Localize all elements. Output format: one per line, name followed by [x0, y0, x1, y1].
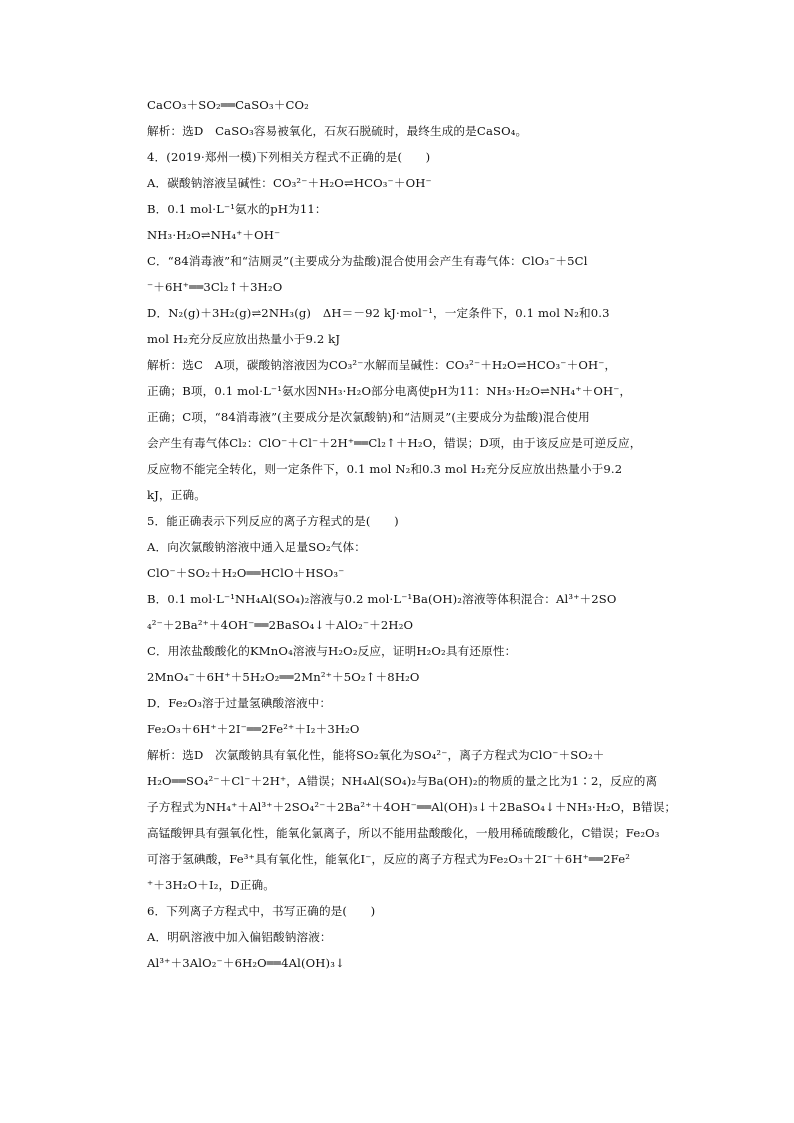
question-5-analysis: 解析：选D 次氯酸钠具有氧化性，能将SO₂氧化为SO₄²⁻，离子方程式为ClO⁻＋SO₂＋: [147, 748, 605, 762]
question-5-analysis: 高锰酸钾具有强氧化性，能氧化氯离子，所以不能用盐酸酸化，一般用稀硫酸酸化，C错误；Fe₂O₃: [147, 826, 660, 840]
question-5-option-c: C．用浓盐酸酸化的KMnO₄溶液与H₂O₂反应，证明H₂O₂具有还原性：: [147, 644, 517, 658]
question-5-analysis: 子方程式为NH₄⁺＋Al³⁺＋2SO₄²⁻＋2Ba²⁺＋4OH⁻══Al(OH)₃↓＋2BaSO₄↓＋NH₃·H₂O，B错误；: [147, 800, 677, 814]
question-6-stem: 6．下列离子方程式中，书写正确的是( ): [147, 904, 376, 918]
question-5-option-a: A．向次氯酸钠溶液中通入足量SO₂气体：: [147, 540, 366, 554]
question-5-option-b-cont: ₄²⁻＋2Ba²⁺＋4OH⁻══2BaSO₄↓＋AlO₂⁻＋2H₂O: [147, 618, 414, 632]
question-5-analysis: ⁺＋3H₂O＋I₂，D正确。: [147, 878, 275, 892]
question-5-option-d-equation: Fe₂O₃＋6H⁺＋2I⁻══2Fe²⁺＋I₂＋3H₂O: [147, 722, 360, 736]
question-6-option-a-equation: Al³⁺＋3AlO₂⁻＋6H₂O══4Al(OH)₃↓: [147, 956, 345, 970]
question-5-option-b: B．0.1 mol·L⁻¹NH₄Al(SO₄)₂溶液与0.2 mol·L⁻¹Ba(OH)₂溶液等体积混合：Al³⁺＋2SO: [147, 592, 617, 606]
question-4-option-d-cont: mol H₂充分反应放出热量小于9.2 kJ: [147, 332, 341, 346]
question-5-stem: 5．能正确表示下列反应的离子方程式的是( ): [147, 514, 399, 528]
answer-analysis-line: 解析：选D CaSO₃容易被氧化，石灰石脱硫时，最终生成的是CaSO₄。: [147, 124, 528, 138]
question-4-option-b: B．0.1 mol·L⁻¹氨水的pH为11：: [147, 202, 327, 216]
question-4-analysis: 会产生有毒气体Cl₂：ClO⁻＋Cl⁻＋2H⁺══Cl₂↑＋H₂O，错误；D项，由于该反应是可逆反应，: [147, 436, 642, 450]
question-5-analysis: 可溶于氢碘酸，Fe³⁺具有氧化性，能氧化I⁻，反应的离子方程式为Fe₂O₃＋2I⁻＋6H⁺══2Fe²: [147, 852, 631, 866]
document-body: [147, 92, 677, 976]
question-5-analysis: H₂O══SO₄²⁻＋Cl⁻＋2H⁺，A错误；NH₄Al(SO₄)₂与Ba(OH)₂的物质的量之比为1∶2，反应的离: [147, 774, 658, 788]
question-4-option-b-equation: NH₃·H₂O⇌NH₄⁺＋OH⁻: [147, 228, 281, 242]
question-5-option-c-equation: 2MnO₄⁻＋6H⁺＋5H₂O₂══2Mn²⁺＋5O₂↑＋8H₂O: [147, 670, 420, 684]
question-4-option-a: A．碳酸钠溶液呈碱性：CO₃²⁻＋H₂O⇌HCO₃⁻＋OH⁻: [147, 176, 432, 190]
question-4-analysis: 解析：选C A项，碳酸钠溶液因为CO₃²⁻水解而呈碱性：CO₃²⁻＋H₂O⇌HCO₃⁻＋OH⁻，: [147, 358, 617, 372]
equation-line: CaCO₃＋SO₂══CaSO₃＋CO₂: [147, 98, 309, 112]
question-5-option-d: D．Fe₂O₃溶于过量氢碘酸溶液中：: [147, 696, 332, 710]
question-4-option-d: D．N₂(g)＋3H₂(g)⇌2NH₃(g) ΔH＝－92 kJ·mol⁻¹，一定条件下，0.1 mol N₂和0.3: [147, 306, 610, 320]
question-4-analysis: 正确；B项，0.1 mol·L⁻¹氨水因NH₃·H₂O部分电离使pH为11：NH₃·H₂O⇌NH₄⁺＋OH⁻，: [147, 384, 632, 398]
question-5-option-a-equation: ClO⁻＋SO₂＋H₂O══HClO＋HSO₃⁻: [147, 566, 345, 580]
question-4-analysis: 正确；C项，“84消毒液”(主要成分是次氯酸钠)和“洁厕灵”(主要成分为盐酸)混合使用: [147, 410, 590, 424]
question-4-analysis: 反应物不能完全转化，则一定条件下，0.1 mol N₂和0.3 mol H₂充分反应放出热量小于9.2: [147, 462, 623, 476]
question-4-analysis: kJ，正确。: [147, 488, 206, 502]
question-6-option-a: A．明矾溶液中加入偏铝酸钠溶液：: [147, 930, 332, 944]
question-4-option-c: C．“84消毒液”和“洁厕灵”(主要成分为盐酸)混合使用会产生有毒气体：ClO₃⁻＋5Cl: [147, 254, 588, 268]
question-4-option-c-cont: ⁻＋6H⁺══3Cl₂↑＋3H₂O: [147, 280, 283, 294]
question-4-stem: 4．(2019·郑州一模)下列相关方程式不正确的是( ): [147, 150, 431, 164]
